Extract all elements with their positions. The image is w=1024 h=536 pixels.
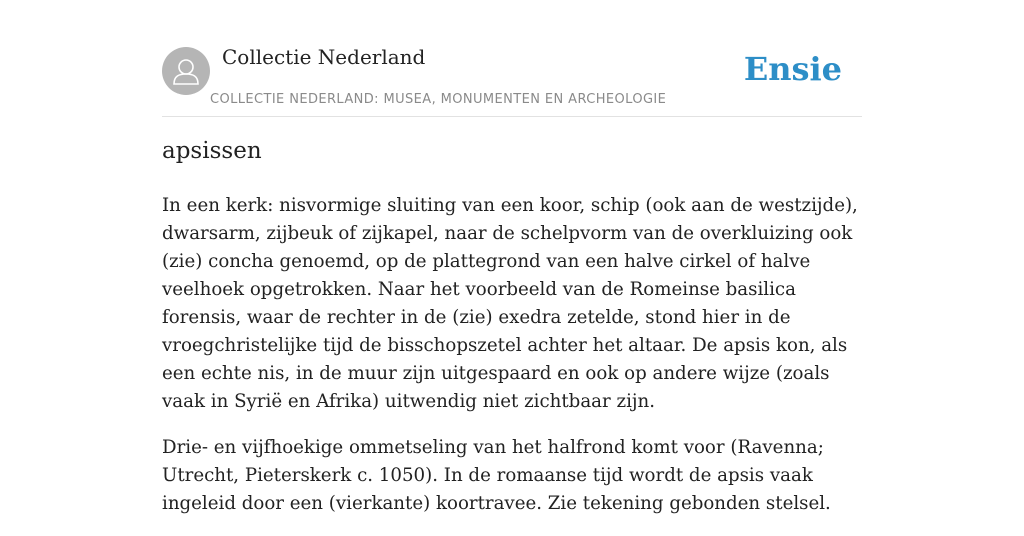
- paragraph: Drie- en vijfhoekige ommetseling van het halfrond komt voor (Ravenna; Utrecht, Pieterskerk c. 1050). In de romaanse tijd wordt de apsis vaak ingeleid door een (vierkante) koortravee. Zie tekening gebonden stelsel.: [162, 437, 831, 514]
- user-icon: [162, 47, 210, 95]
- author-name[interactable]: Collectie Nederland: [222, 45, 426, 69]
- category-link[interactable]: COLLECTIE NEDERLAND: MUSEA, MONUMENTEN EN ARCHEOLOGIE: [210, 92, 667, 107]
- author-avatar[interactable]: [162, 47, 210, 95]
- page-title: apsissen: [162, 138, 262, 164]
- article-body: [162, 192, 862, 536]
- article-header: [162, 40, 862, 117]
- paragraph: In een kerk: nisvormige sluiting van een koor, schip (ook aan de westzijde), dwarsarm, zijbeuk of zijkapel, naar de schelpvorm van de overkluizing ook (zie) concha genoemd, op de plattegrond van een halve cirkel of halve veelhoek opgetrokken. Naar het voorbeeld van de Romeinse basilica forensis, waar de rechter in de (zie) exedra zetelde, stond hier in de vroegchristelijke tijd de bisschopszetel achter het altaar. De apsis kon, als een echte nis, in de muur zijn uitgespaard en ook op andere wijze (zoals vaak in Syrië en Afrika) uitwendig niet zichtbaar zijn.: [162, 195, 858, 412]
- ensie-logo-link[interactable]: Ensie: [743, 50, 842, 88]
